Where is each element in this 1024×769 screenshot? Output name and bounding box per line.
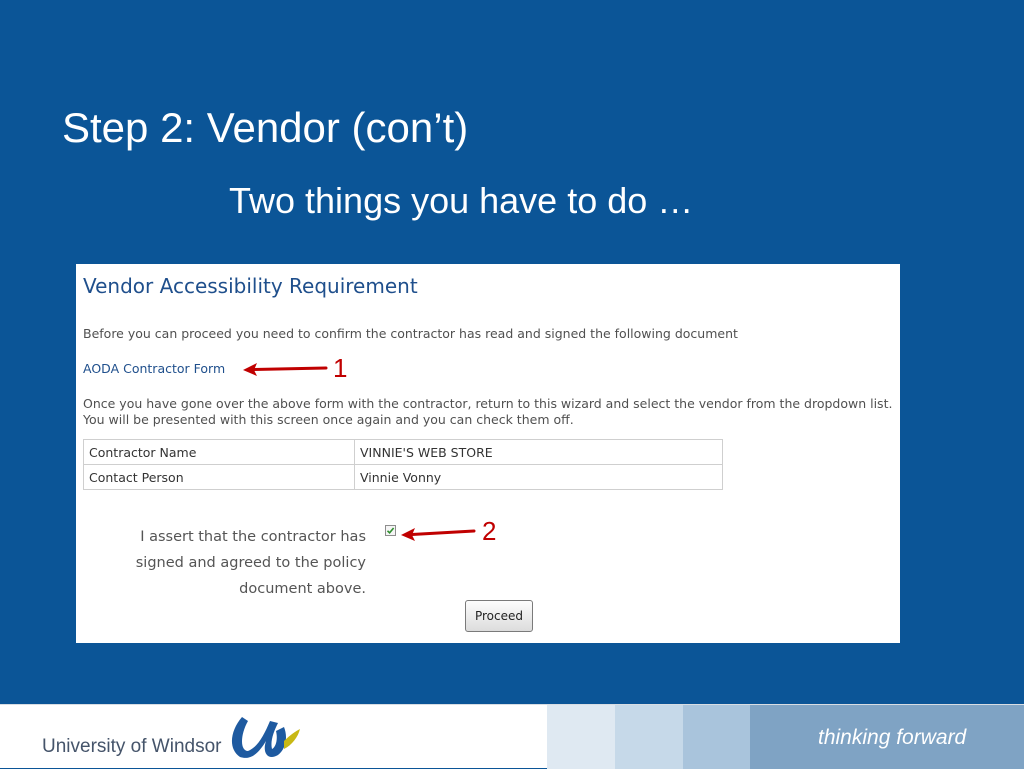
callout-number-2: 2 [482,516,497,546]
contact-person-value: Vinnie Vonny [355,465,723,490]
assert-checkbox[interactable] [385,525,396,536]
table-row [84,465,723,490]
vendor-accessibility-panel [76,264,900,643]
table-row [84,440,723,465]
left-arrow-icon [242,361,328,377]
slide-title: Step 2: Vendor (con’t) [62,104,469,151]
university-name: University of Windsor [42,736,222,757]
decorative-band [683,705,750,769]
callout-number-1: 1 [333,353,348,383]
checkmark-icon [386,526,395,535]
slide-subtitle: Two things you have to do … [229,180,694,221]
assert-label: I assert that the contractor has signed and agreed to the policy document above. [135,529,366,597]
left-arrow-icon [400,526,476,542]
decorative-band [547,705,615,769]
aoda-contractor-form-link[interactable]: AODA Contractor Form [83,361,226,376]
contact-person-label: Contact Person [84,465,355,490]
intro-text: Before you can proceed you need to confirm the contractor has read and signed the following document [83,326,738,341]
panel-heading: Vendor Accessibility Requirement [83,274,418,298]
decorative-band [615,705,683,769]
instructions-text: Once you have gone over the above form with the contractor, return to this wizard and select the vendor from the dropdown list. You will be presented with this screen once again and you can check them off. [83,396,893,427]
proceed-button[interactable]: Proceed [465,600,533,632]
footer-bar [0,704,1024,768]
uwindsor-logo-icon [226,713,302,763]
contractor-name-value: VINNIE'S WEB STORE [355,440,723,465]
tagline: thinking forward [818,726,967,749]
contractor-name-label: Contractor Name [84,440,355,465]
contractor-info-table [83,439,723,490]
